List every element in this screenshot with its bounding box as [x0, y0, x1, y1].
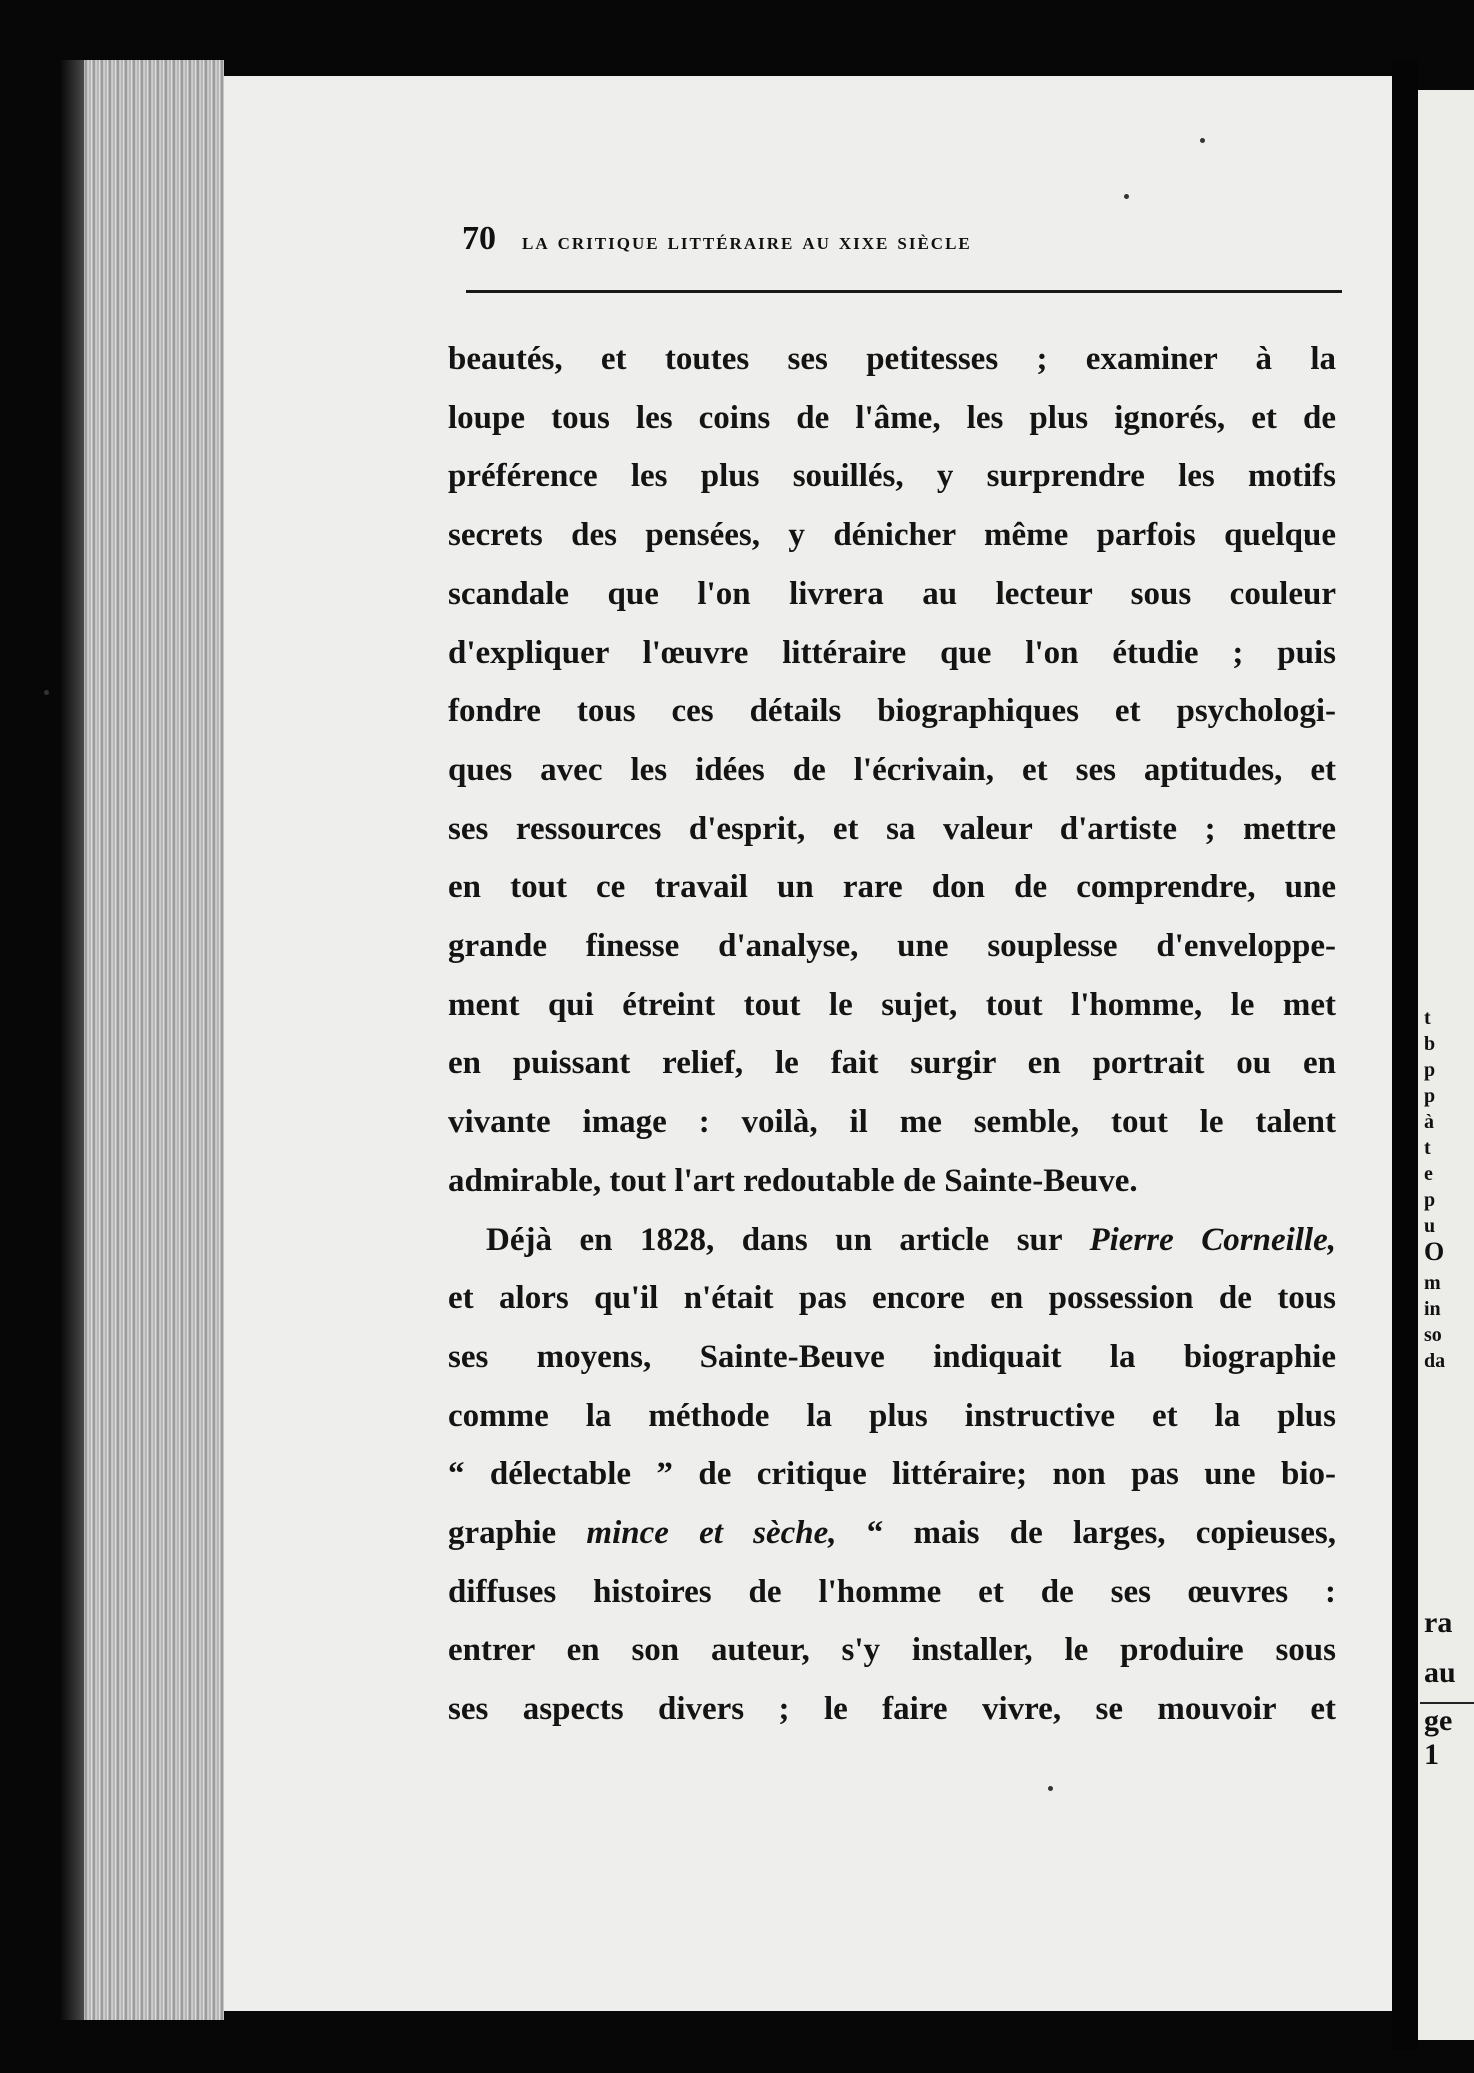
facing-text-fragment: in	[1424, 1298, 1441, 1320]
facing-text-fragment: u	[1424, 1215, 1436, 1237]
facing-text-fragment: t	[1424, 1137, 1431, 1159]
text-segment: “ mais de larges, copieuses,	[836, 1515, 1337, 1552]
text-line: préférence les plus souillés, y surprendre les motifs	[448, 458, 1336, 495]
text-line: ses ressources d'esprit, et sa valeur d'artiste ; mettre	[448, 810, 1336, 847]
scan-speck	[1124, 194, 1129, 199]
facing-page-fragment	[1418, 90, 1474, 2040]
facing-text-fragment: O	[1424, 1237, 1445, 1266]
text-line: ses moyens, Sainte-Beuve indiquait la biographie	[448, 1338, 1336, 1375]
facing-text-fragment: so	[1424, 1324, 1442, 1346]
facing-text-fragment: b	[1424, 1033, 1436, 1055]
text-line: fondre tous ces détails biographiques et psychologi-	[448, 693, 1336, 730]
text-line: diffuses histoires de l'homme et de ses œuvres :	[448, 1573, 1336, 1610]
facing-text-fragment: m	[1424, 1272, 1441, 1294]
scan-speck	[1048, 1786, 1053, 1791]
facing-text-fragment: ge	[1424, 1704, 1453, 1737]
text-line: scandale que l'on livrera au lecteur sous couleur	[448, 575, 1336, 612]
running-title: la critique littéraire au xixe siècle	[522, 229, 972, 255]
facing-text-fragment: da	[1424, 1350, 1446, 1372]
header-rule	[466, 290, 1342, 293]
text-line: grande finesse d'analyse, une souplesse d'enveloppe-	[448, 928, 1336, 965]
facing-text-fragment: au	[1424, 1656, 1456, 1689]
text-line	[448, 1504, 1336, 1563]
text-line: d'expliquer l'œuvre littéraire que l'on étudie ; puis	[448, 634, 1336, 671]
page-number: 70	[462, 220, 496, 257]
text-line: ses aspects divers ; le faire vivre, se mouvoir et	[448, 1691, 1336, 1728]
facing-text-fragment: p	[1424, 1085, 1436, 1107]
text-line: en tout ce travail un rare don de comprendre, une	[448, 869, 1336, 906]
text-line: en puissant relief, le fait surgir en portrait ou en	[448, 1045, 1336, 1082]
text-line: “ délectable ” de critique littéraire; non pas une bio-	[448, 1456, 1336, 1493]
text-line: loupe tous les coins de l'âme, les plus ignorés, et de	[448, 399, 1336, 436]
text-line: beautés, et toutes ses petitesses ; examiner à la	[448, 341, 1336, 377]
facing-text-fragment: à	[1424, 1111, 1434, 1133]
italic-phrase: mince et sèche,	[586, 1515, 837, 1552]
scan-speck	[44, 690, 49, 695]
text-line	[448, 1211, 1336, 1270]
facing-text-fragment: t	[1424, 1007, 1431, 1029]
page-gutter-edges	[84, 60, 224, 2020]
facing-text-fragment: p	[1424, 1059, 1436, 1081]
facing-text-fragment: ra	[1424, 1606, 1453, 1639]
text-line: ques avec les idées de l'écrivain, et ses aptitudes, et	[448, 751, 1336, 788]
facing-text-fragment: p	[1424, 1189, 1436, 1211]
text-line: comme la méthode la plus instructive et la plus	[448, 1397, 1336, 1434]
text-segment: Déjà en 1828, dans un article sur	[486, 1221, 1090, 1258]
text-segment: graphie	[448, 1515, 587, 1552]
scan-speck	[1200, 138, 1205, 143]
text-line: entrer en son auteur, s'y installer, le produire sous	[448, 1632, 1336, 1669]
page-fold-shadow	[1392, 60, 1418, 2050]
text-line: admirable, tout l'art redoutable de Sainte-Beuve.	[448, 1162, 1138, 1199]
facing-footnote-rule	[1420, 1702, 1474, 1704]
running-header	[462, 220, 1342, 258]
text-line: et alors qu'il n'était pas encore en possession de tous	[448, 1280, 1336, 1317]
facing-footnote-number: 1	[1424, 1738, 1439, 1771]
text-line: vivante image : voilà, il me semble, tout le talent	[448, 1104, 1336, 1141]
facing-text-fragment: e	[1424, 1163, 1433, 1185]
text-line: ment qui étreint tout le sujet, tout l'homme, le met	[448, 986, 1336, 1023]
italic-title: Pierre Corneille,	[1089, 1221, 1336, 1258]
body-text	[448, 330, 1336, 1739]
text-line: secrets des pensées, y dénicher même parfois quelque	[448, 517, 1336, 554]
